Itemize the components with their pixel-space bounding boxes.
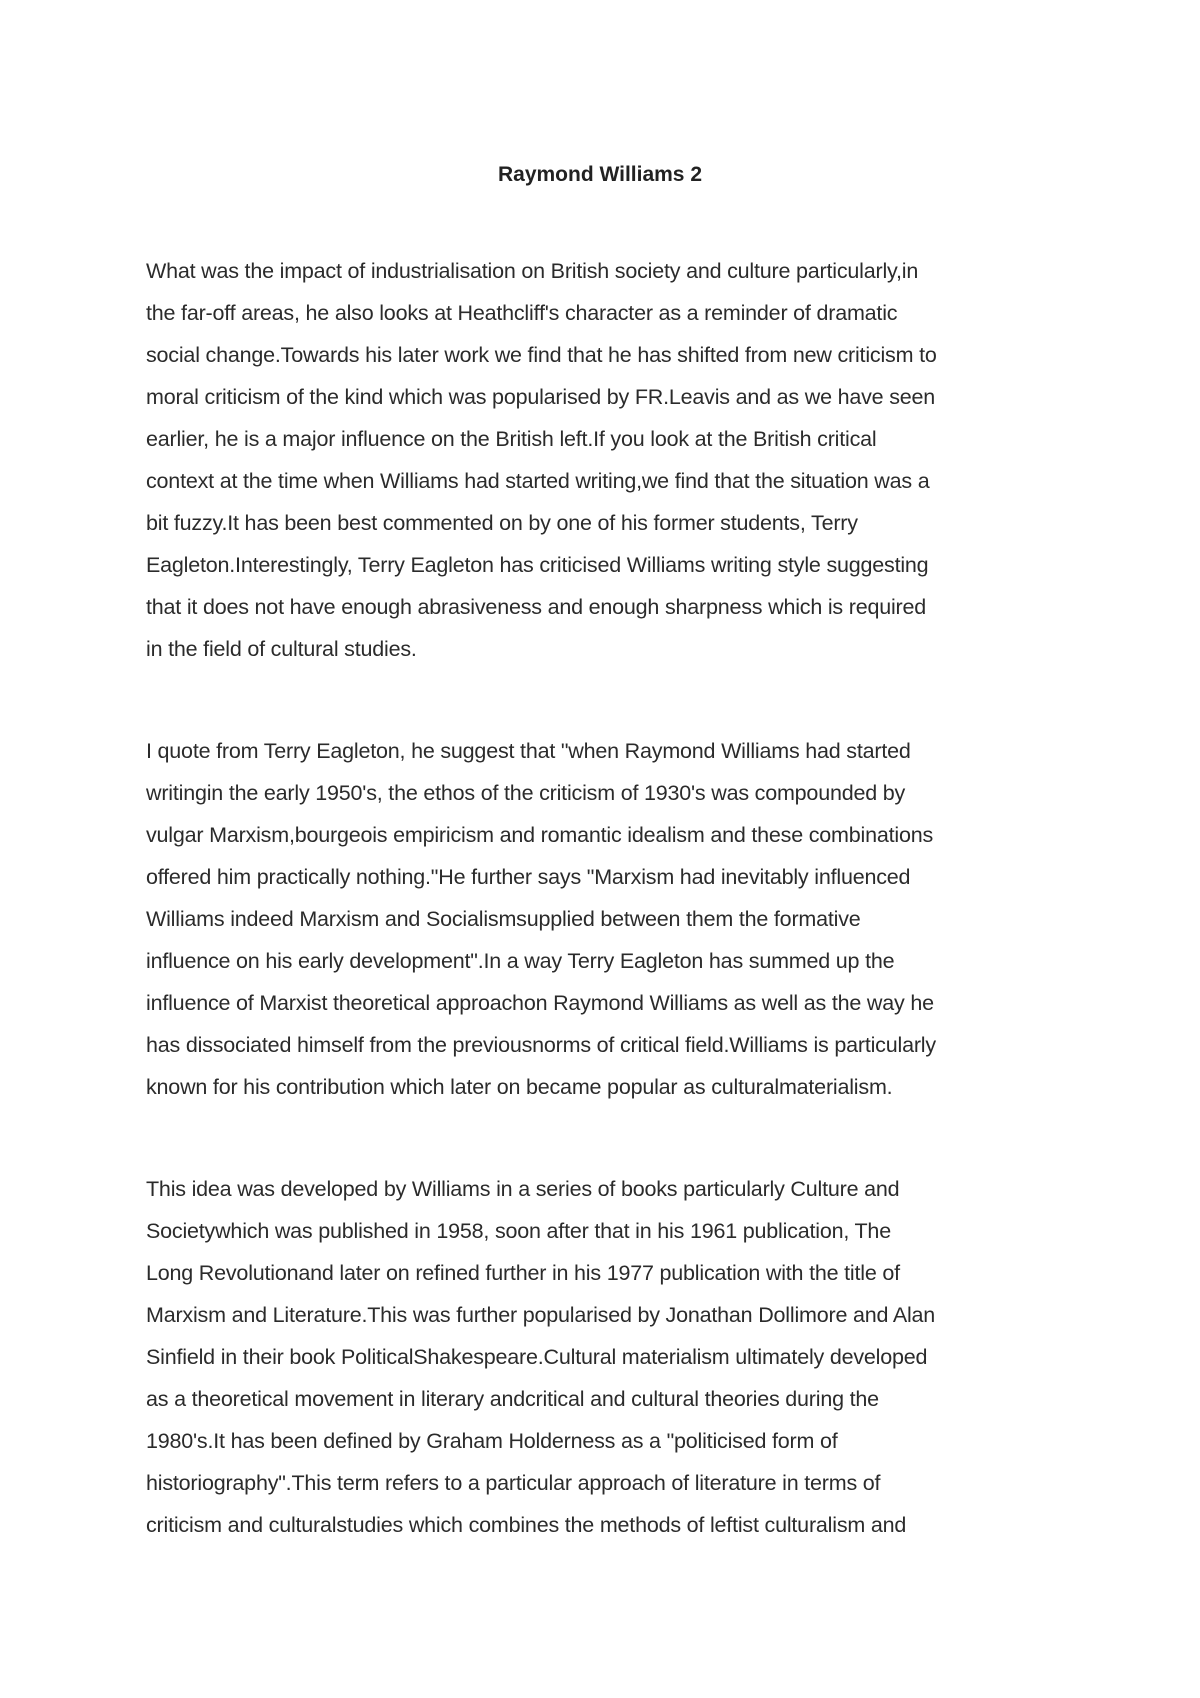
text-line: Williams indeed Marxism and Socialismsupplied between them the formative	[146, 907, 861, 931]
text-line: historiography".This term refers to a particular approach of literature in terms of	[146, 1471, 881, 1495]
text-line: criticism and culturalstudies which combines the methods of leftist culturalism and	[146, 1513, 907, 1537]
paragraph	[146, 250, 1066, 670]
text-line: Long Revolutionand later on refined further in his 1977 publication with the title of	[146, 1261, 900, 1285]
text-line: known for his contribution which later on became popular as culturalmaterialism.	[146, 1075, 893, 1099]
text-line: as a theoretical movement in literary andcritical and cultural theories during the	[146, 1387, 879, 1411]
text-line: writingin the early 1950's, the ethos of the criticism of 1930's was compounded by	[146, 781, 906, 805]
text-line: offered him practically nothing."He further says "Marxism had inevitably influenced	[146, 865, 911, 889]
text-line: in the field of cultural studies.	[146, 637, 417, 661]
text-line: context at the time when Williams had started writing,we find that the situation was a	[146, 469, 930, 493]
text-line: that it does not have enough abrasiveness and enough sharpness which is required	[146, 595, 927, 619]
text-line: influence of Marxist theoretical approachon Raymond Williams as well as the way he	[146, 991, 934, 1015]
text-line: This idea was developed by Williams in a series of books particularly Culture and	[146, 1177, 900, 1201]
text-line: Eagleton.Interestingly, Terry Eagleton has criticised Williams writing style suggesting	[146, 553, 929, 577]
text-line: bit fuzzy.It has been best commented on by one of his former students, Terry	[146, 511, 858, 535]
text-line: vulgar Marxism,bourgeois empiricism and romantic idealism and these combinations	[146, 823, 934, 847]
document-body	[146, 250, 1066, 1606]
text-line: Marxism and Literature.This was further popularised by Jonathan Dollimore and Alan	[146, 1303, 936, 1327]
text-line: moral criticism of the kind which was popularised by FR.Leavis and as we have seen	[146, 385, 936, 409]
text-line: Societywhich was published in 1958, soon after that in his 1961 publication, The	[146, 1219, 891, 1243]
text-line: 1980's.It has been defined by Graham Holderness as a "politicised form of	[146, 1429, 838, 1453]
text-line: has dissociated himself from the previousnorms of critical field.Williams is particularly	[146, 1033, 936, 1057]
text-line: Sinfield in their book PoliticalShakespeare.Cultural materialism ultimately developed	[146, 1345, 928, 1369]
paragraph	[146, 730, 1066, 1108]
paragraph	[146, 1168, 1066, 1546]
text-line: earlier, he is a major influence on the British left.If you look at the British critical	[146, 427, 877, 451]
document-title: Raymond Williams 2	[497, 163, 703, 186]
text-line: What was the impact of industrialisation on British society and culture particularly,in	[146, 259, 919, 283]
text-line: influence on his early development".In a way Terry Eagleton has summed up the	[146, 949, 895, 973]
text-line: I quote from Terry Eagleton, he suggest that "when Raymond Williams had started	[146, 739, 911, 763]
text-line: the far-off areas, he also looks at Heathcliff's character as a reminder of dramatic	[146, 301, 898, 325]
text-line: social change.Towards his later work we find that he has shifted from new criticism to	[146, 343, 937, 367]
